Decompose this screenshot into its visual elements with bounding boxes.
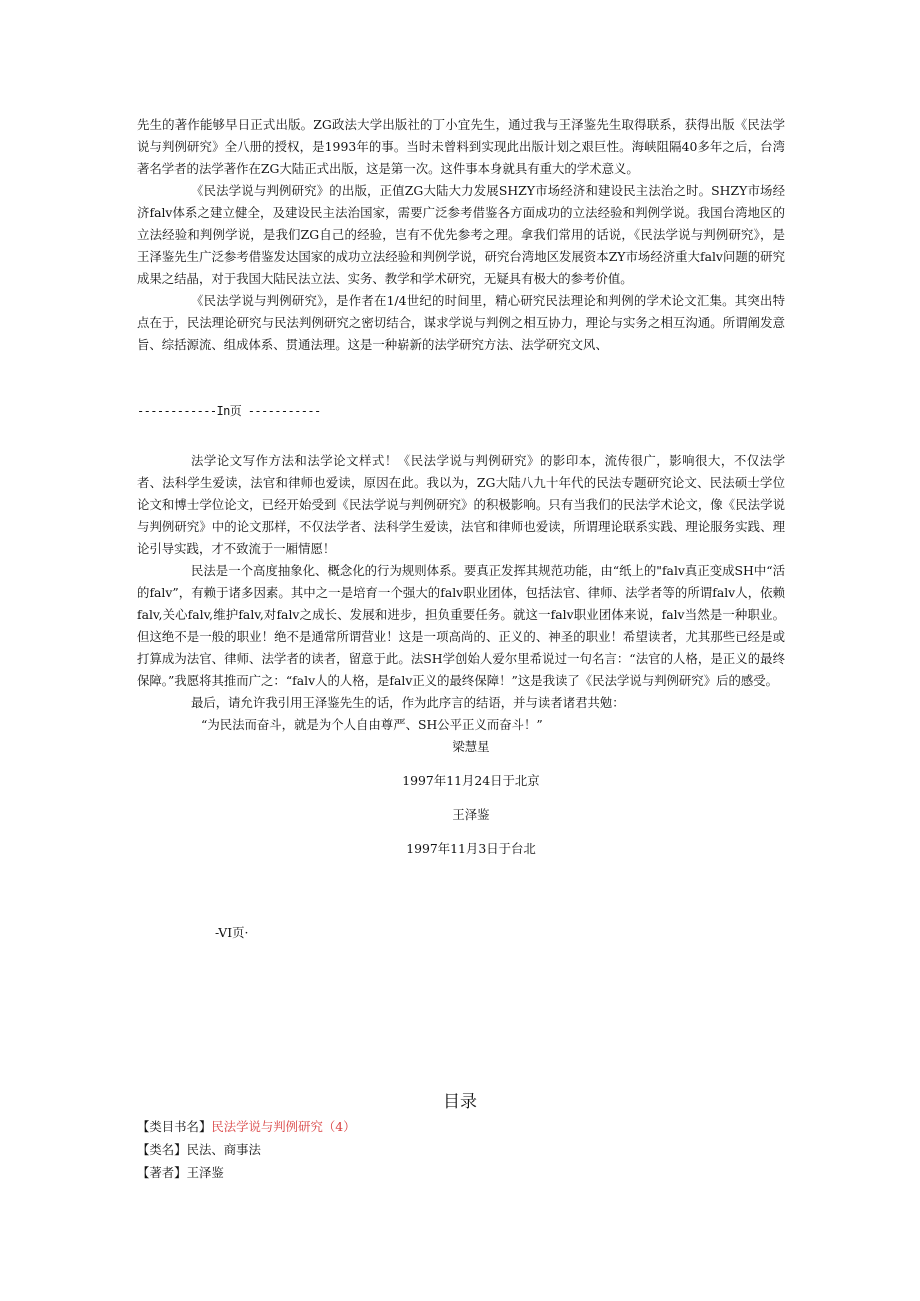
toc-list [137,1115,356,1184]
toc-title: 目录 [443,1092,477,1112]
signature-date: 1997年11月24日于北京 [402,773,540,788]
page-number: -VI页· [215,925,249,940]
paragraph: 民法是一个高度抽象化、概念化的行为规则体系。要真正发挥其规范功能，由“纸上的"falv真正变成SH中“活的falv”，有赖于诸多因素。其中之一是培育一个强大的falv职业团体，包括法官、律师、法学者等的所谓falv人，依赖falv,关心falv,维护falv,对falv之成长、发展和进步，担负重要任务。就这一falv职业团体来说，falv当然是一种职业。但这绝不是一般的职业！绝不是通常所谓营业！这是一项高尚的、正义的、神圣的职业！希望读者，尤其那些已经是或打算成为法官、律师、法学者的读者，留意于此。法SH学创始人爱尔里希说过一句名言：“法官的人格，是正义的最终保障。”我愿将其推而广之：“falv人的人格，是falv正义的最终保障！”这是我读了《民法学说与判例研究》后的感受。 [137,563,785,688]
body-block-2 [137,450,785,860]
page-separator: ------------In页 ----------- [137,404,321,418]
toc-line-book-title [137,1115,356,1138]
book-title-link[interactable]: 民法学说与判例研究（4） [211,1119,356,1134]
signature-date: 1997年11月3日于台北 [406,841,536,856]
toc-value: 王泽鉴 [186,1165,224,1180]
paragraph: 法学论文写作方法和法学论文样式！《民法学说与判例研究》的影印本，流传很广，影响很大，不仅法学者、法科学生爱读，法官和律师也爱读，原因在此。我以为，ZG大陆八九十年代的民法专题研究论文、民法硕士学位论文和博士学位论文，已经开始受到《民法学说与判例研究》的积极影响。只有当我们的民法学术论文，像《民法学说与判例研究》中的论文那样，不仅法学者、法科学生爱读，法官和律师也爱读，所谓理论联系实践、理论服务实践、理论引导实践，才不致流于一厢情愿！ [137,453,785,556]
paragraph: 最后，请允许我引用王泽鉴先生的话，作为此序言的结语，并与读者诸君共勉： [191,695,625,710]
toc-label: 【著者】 [137,1165,187,1180]
body-block-1 [137,114,785,356]
paragraph: 先生的著作能够早日正式出版。ZG政法大学出版社的丁小宜先生，通过我与王泽鉴先生取得联系，获得出版《民法学说与判例研究》全八册的授权，是1993年的事。当时未曾料到实现此出版计划之艰巨性。海峡阻隔40多年之后，台湾著名学者的法学著作在ZG大陆正式出版，这是第一次。这件事本身就具有重大的学术意义。 [137,117,785,176]
closing-quote: “为民法而奋斗，就是为个人自由尊严、SH公平正义而奋斗！” [201,717,543,732]
paragraph: 《民法学说与判例研究》的出版，正值ZG大陆大力发展SHZY市场经济和建设民主法治之时。SHZY市场经济falv体系之建立健全，及建设民主法治国家，需要广泛参考借鉴各方面成功的立法经验和判例学说。我国台湾地区的立法经验和判例学说，是我们ZG自己的经验，岂有不优先参考之理。拿我们常用的话说，《民法学说与判例研究》，是王泽鉴先生广泛参考借鉴发达国家的成功立法经验和判例学说，研究台湾地区发展资本ZY市场经济重大falv问题的研究成果之结晶，对于我国大陆民法立法、实务、教学和学术研究，无疑具有极大的参考价值。 [137,183,785,286]
toc-line-author [137,1161,356,1184]
toc-label: 【类名】 [137,1142,187,1157]
toc-label: 【类目书名】 [137,1119,212,1134]
toc-value: 民法、商事法 [186,1142,261,1157]
toc-line-category [137,1138,356,1161]
signature-name: 王泽鉴 [452,807,490,822]
paragraph: 《民法学说与判例研究》，是作者在1/4世纪的时间里，精心研究民法理论和判例的学术论文汇集。其突出特点在于，民法理论研究与民法判例研究之密切结合，谋求学说与判例之相互协力，理论与实务之相互沟通。所谓阐发意旨、综括源流、组成体系、贯通法理。这是一种崭新的法学研究方法、法学研究文风、 [137,293,785,352]
signature-name: 梁慧星 [452,739,490,754]
